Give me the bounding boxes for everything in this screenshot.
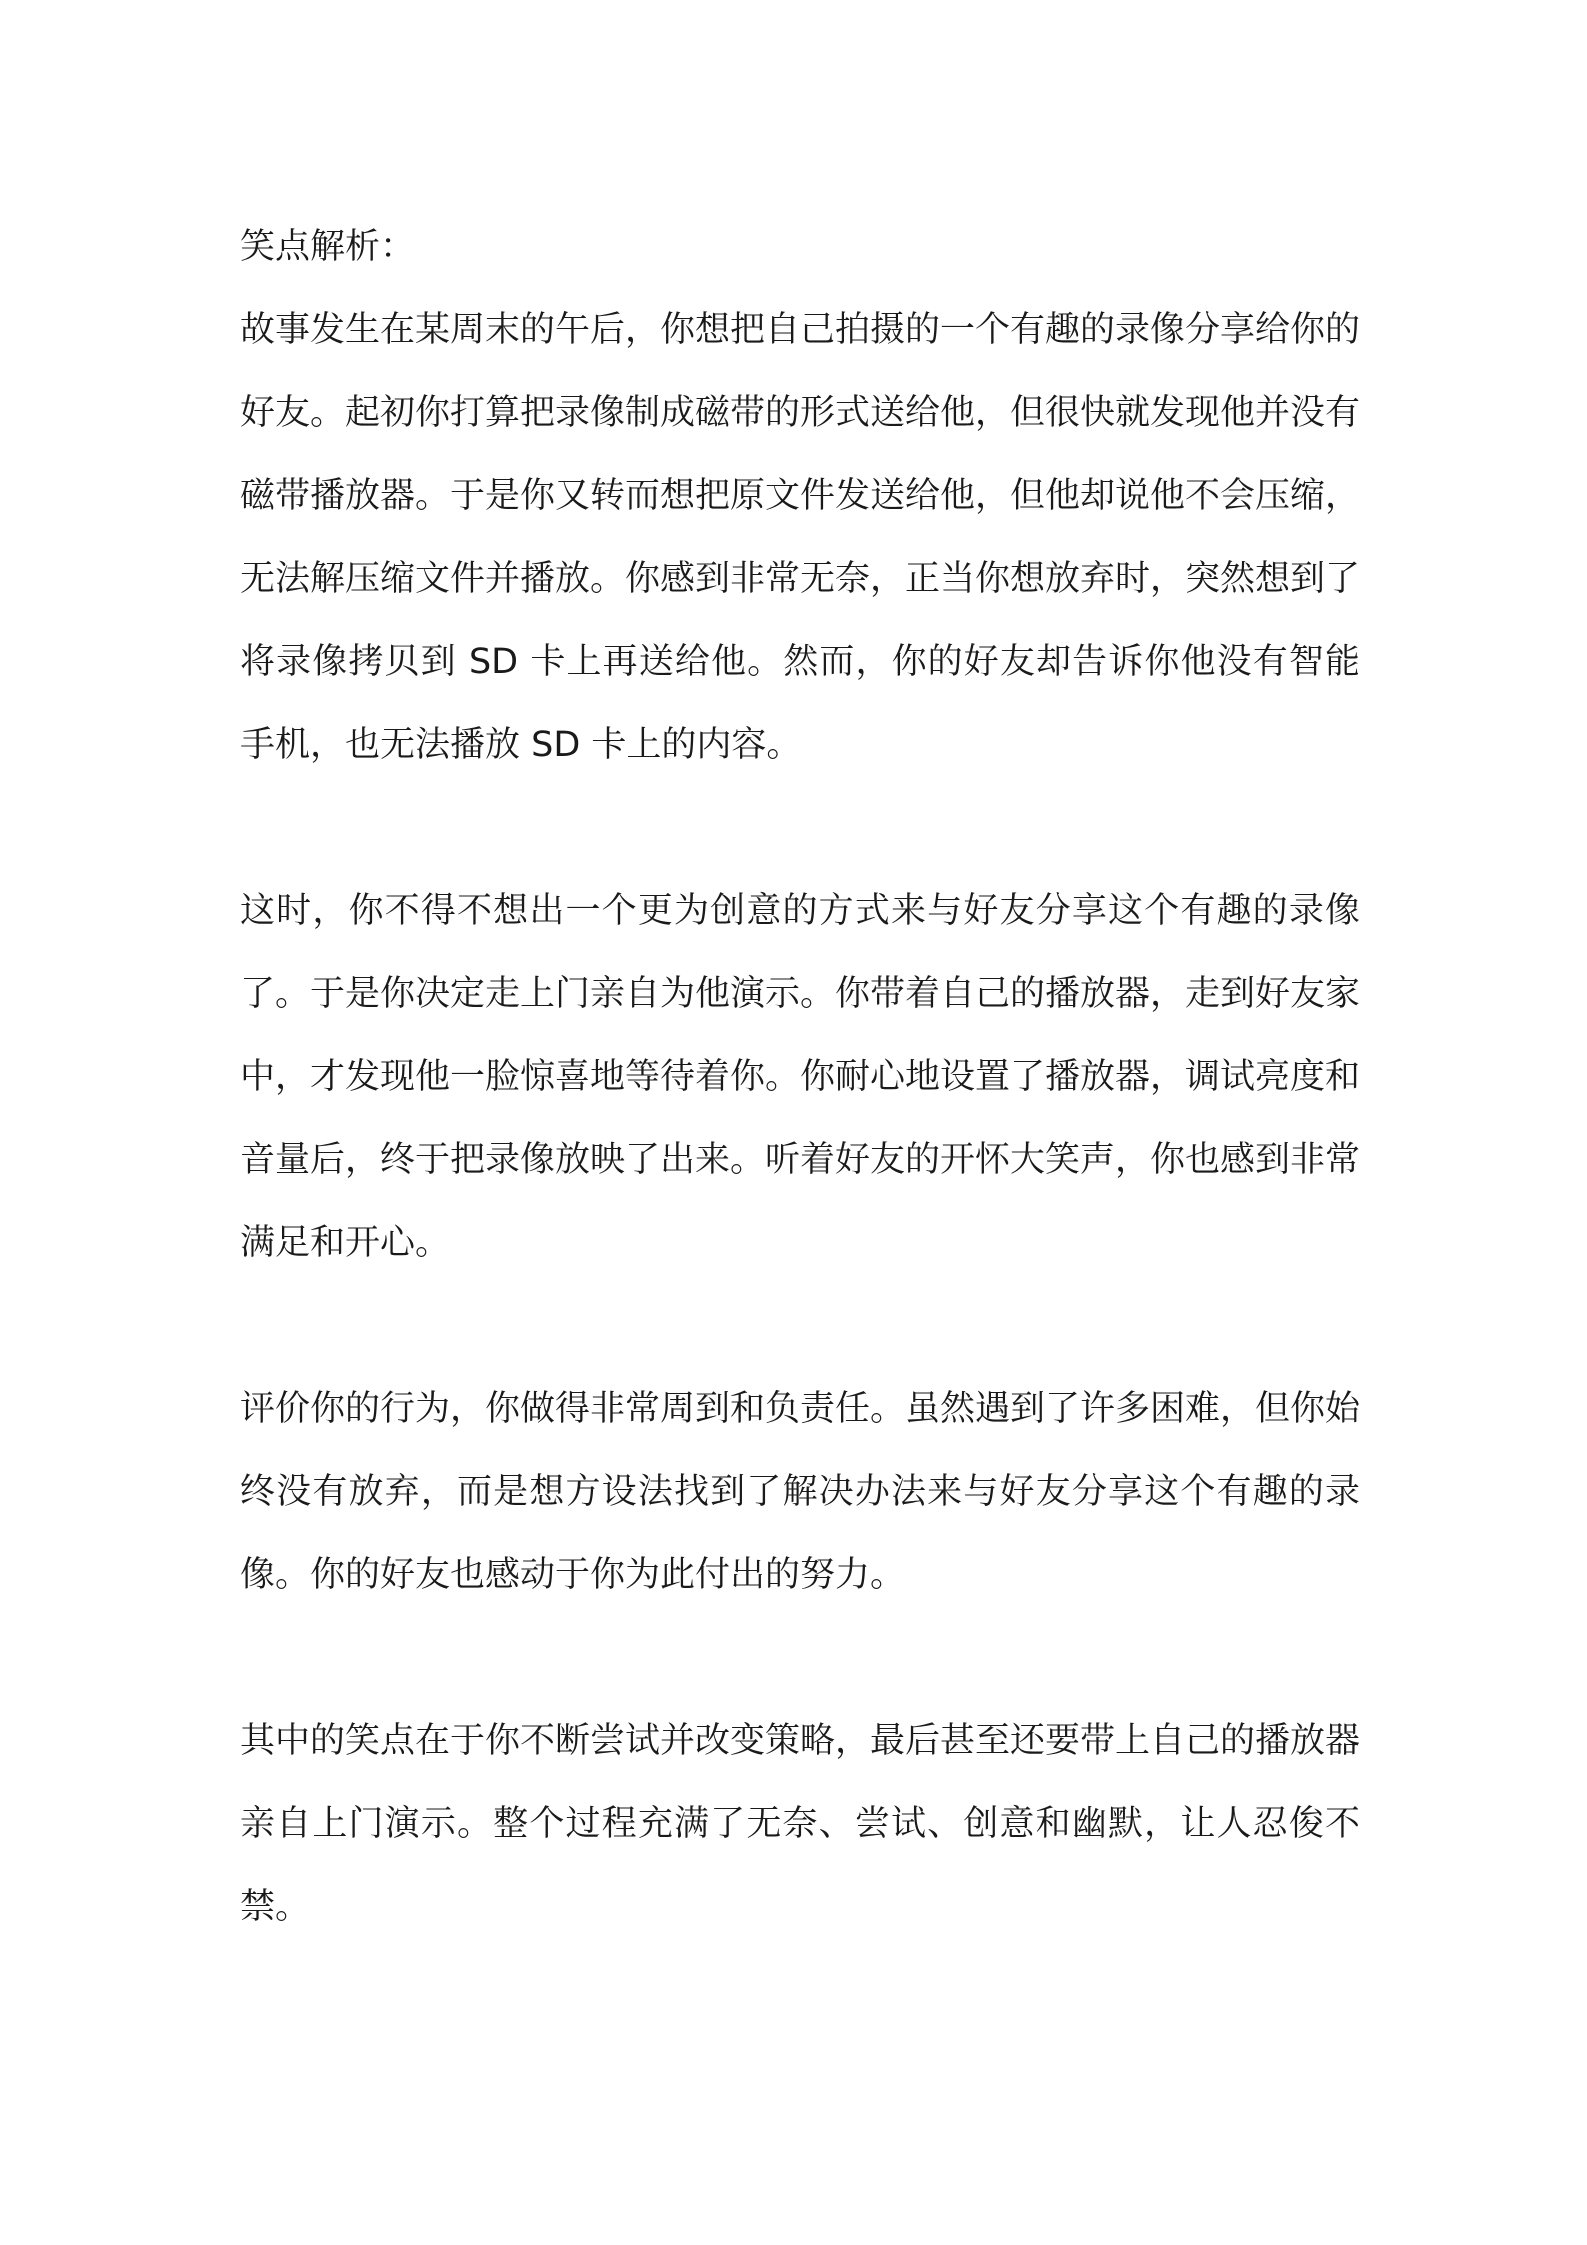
document-body — [240, 206, 1360, 1949]
paragraph-story: 故事发生在某周末的午后，你想把自己拍摄的一个有趣的录像分享给你的好友。起初你打算把录像制成磁带的形式送给他，但很快就发现他并没有磁带播放器。于是你又转而想把原文件发送给他，但他却说他不会压缩，无法解压缩文件并播放。你感到非常无奈，正当你想放弃时，突然想到了将录像拷贝到 SD 卡上再送给他。然而，你的好友却告诉你他没有智能手机，也无法播放 SD 卡上的内容。 — [240, 310, 1361, 765]
paragraph-spacer — [240, 1617, 1360, 1700]
paragraph-evaluation: 评价你的行为，你做得非常周到和负责任。虽然遇到了许多困难，但你始终没有放弃，而是想方设法找到了解决办法来与好友分享这个有趣的录像。你的好友也感动于你为此付出的努力。 — [240, 1389, 1361, 1595]
paragraph-solution: 这时，你不得不想出一个更为创意的方式来与好友分享这个有趣的录像了。于是你决定走上门亲自为他演示。你带着自己的播放器，走到好友家中，才发现他一脸惊喜地等待着你。你耐心地设置了播放器，调试亮度和音量后，终于把录像放映了出来。听着好友的开怀大笑声，你也感到非常满足和开心。 — [240, 891, 1361, 1263]
paragraph-spacer — [240, 787, 1360, 870]
document-heading: 笑点解析： — [240, 227, 416, 267]
paragraph-punchline: 其中的笑点在于你不断尝试并改变策略，最后甚至还要带上自己的播放器亲自上门演示。整个过程充满了无奈、尝试、创意和幽默，让人忍俊不禁。 — [240, 1721, 1361, 1927]
paragraph-spacer — [240, 1285, 1360, 1368]
